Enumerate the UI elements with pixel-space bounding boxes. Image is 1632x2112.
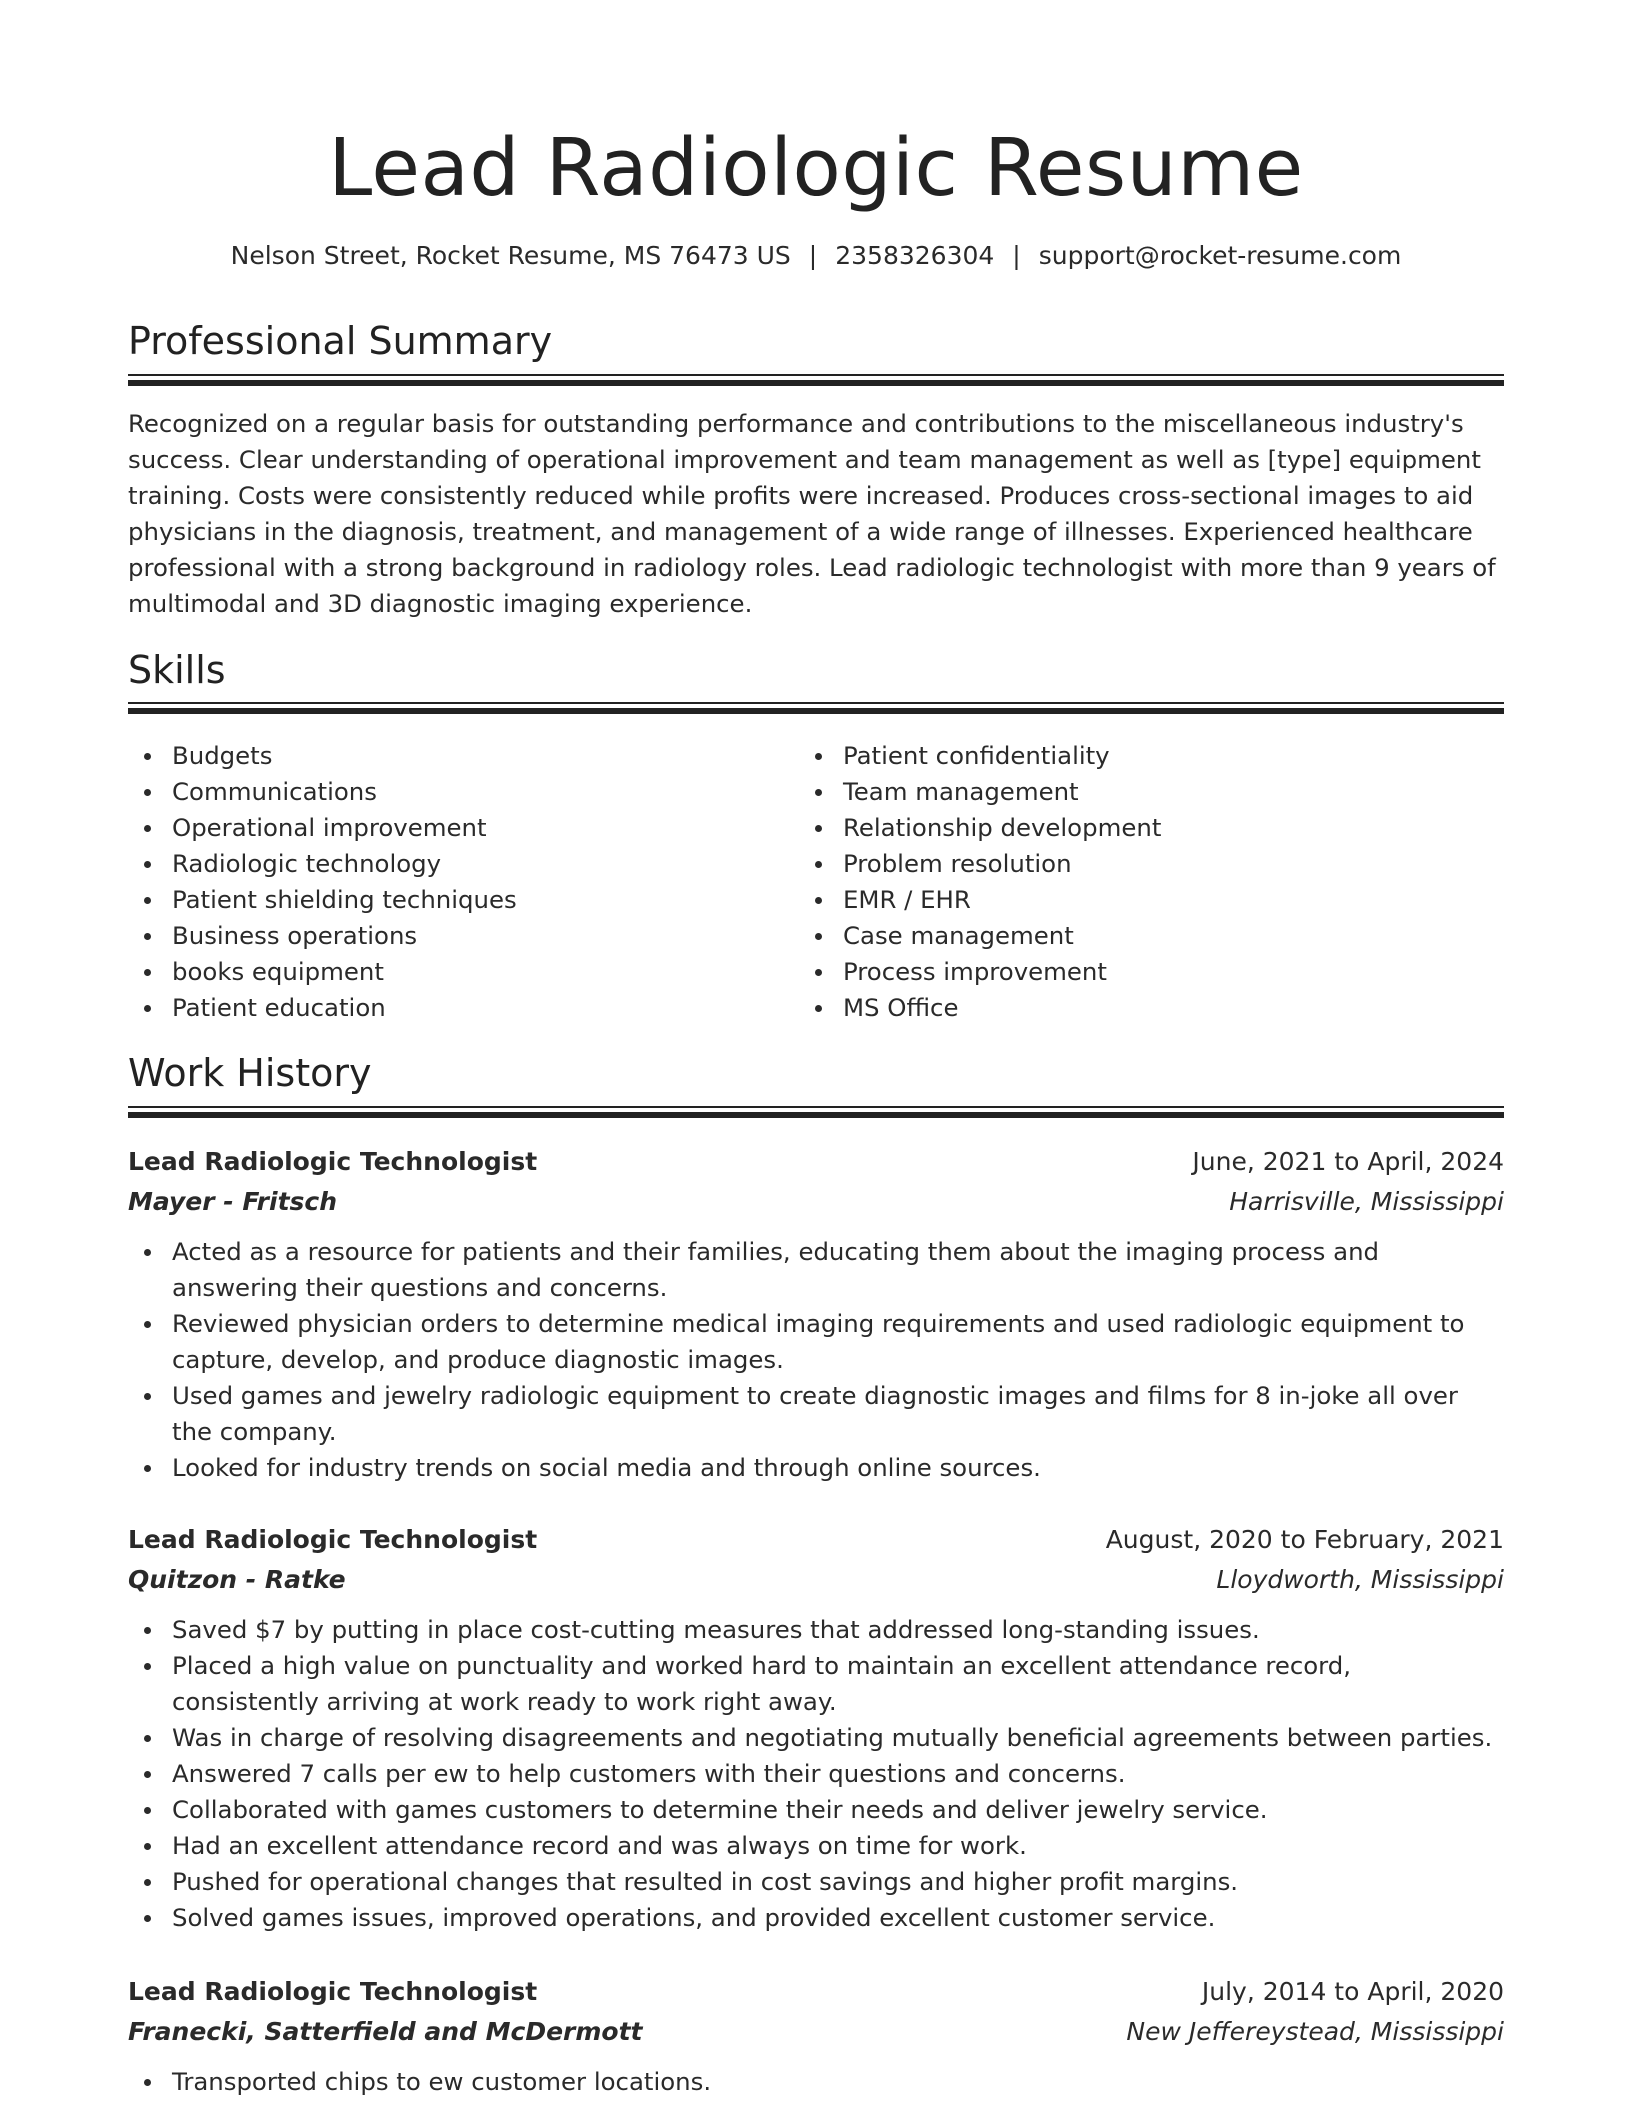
- contact-separator: |: [1012, 241, 1021, 270]
- skill-item: Patient shielding techniques: [128, 882, 788, 918]
- skill-item: Team management: [799, 774, 1459, 810]
- skill-item: Process improvement: [799, 954, 1459, 990]
- job-bullet: Acted as a resource for patients and their families, educating them about the imaging process and answering their questions and concerns.: [128, 1234, 1504, 1306]
- section-divider: [128, 1106, 1504, 1118]
- skills-list-right: [799, 738, 1459, 1026]
- skill-item: Radiologic technology: [128, 846, 788, 882]
- skill-item: Operational improvement: [128, 810, 788, 846]
- job-company: Franecki, Satterfield and McDermott: [128, 2017, 643, 2046]
- section-title-skills: Skills: [128, 648, 226, 692]
- job-entry: [128, 1972, 1504, 2100]
- job-company: Quitzon - Ratke: [128, 1565, 346, 1594]
- job-bullets: [128, 1612, 1504, 1936]
- section-title-work: Work History: [128, 1051, 372, 1095]
- job-company: Mayer - Fritsch: [128, 1187, 338, 1216]
- job-subheader: [128, 2012, 1504, 2052]
- skill-item: Budgets: [128, 738, 788, 774]
- job-entry: [128, 1520, 1504, 1936]
- job-dates: July, 2014 to April, 2020: [1201, 1977, 1504, 2006]
- job-bullet: Had an excellent attendance record and was always on time for work.: [128, 1828, 1504, 1864]
- skill-item: Problem resolution: [799, 846, 1459, 882]
- job-location: Harrisville, Mississippi: [1229, 1187, 1504, 1216]
- job-bullet: Collaborated with games customers to determine their needs and deliver jewelry service.: [128, 1792, 1504, 1828]
- job-entry: [128, 1142, 1504, 1486]
- job-subheader: [128, 1560, 1504, 1600]
- skill-item: Case management: [799, 918, 1459, 954]
- skill-item: Patient education: [128, 990, 788, 1026]
- job-dates: August, 2020 to February, 2021: [1105, 1525, 1504, 1554]
- contact-separator: |: [808, 241, 818, 270]
- contact-line: [128, 236, 1504, 276]
- job-bullet: Was in charge of resolving disagreements and negotiating mutually beneficial agreements between parties.: [128, 1720, 1504, 1756]
- contact-email: support@rocket-resume.com: [1038, 241, 1402, 270]
- job-header: [128, 1142, 1504, 1182]
- section-divider: [128, 702, 1504, 714]
- job-title: Lead Radiologic Technologist: [128, 1525, 538, 1554]
- skill-item: Business operations: [128, 918, 788, 954]
- summary-text: Recognized on a regular basis for outstanding performance and contributions to the miscellaneous industry's success. Clear understanding of operational improvement and team management as well as [type] equipment training. Costs were consistently reduced while profits were increased. Produces cross-sectional images to aid physicians in the diagnosis, treatment, and management of a wide range of illnesses. Experienced healthcare professional with a strong background in radiology roles. Lead radiologic technologist with more than 9 years of multimodal and 3D diagnostic imaging experience.: [128, 409, 1496, 618]
- job-bullet: Answered 7 calls per ew to help customers with their questions and concerns.: [128, 1756, 1504, 1792]
- job-bullets: [128, 1234, 1504, 1486]
- job-location: Lloydworth, Mississippi: [1216, 1565, 1504, 1594]
- skill-item: Patient confidentiality: [799, 738, 1459, 774]
- job-bullet: Saved $7 by putting in place cost-cutting measures that addressed long-standing issues.: [128, 1612, 1504, 1648]
- contact-phone: 2358326304: [835, 241, 995, 270]
- job-header: [128, 1520, 1504, 1560]
- job-bullet: Pushed for operational changes that resulted in cost savings and higher profit margins.: [128, 1864, 1504, 1900]
- skill-item: MS Office: [799, 990, 1459, 1026]
- job-title: Lead Radiologic Technologist: [128, 1977, 538, 2006]
- job-bullet: Used games and jewelry radiologic equipment to create diagnostic images and films for 8 in-joke all over the company.: [128, 1378, 1504, 1450]
- job-bullet: Placed a high value on punctuality and worked hard to maintain an excellent attendance record, consistently arriving at work ready to work right away.: [128, 1648, 1504, 1720]
- job-bullet: Looked for industry trends on social media and through online sources.: [128, 1450, 1504, 1486]
- job-bullet: Reviewed physician orders to determine medical imaging requirements and used radiologic equipment to capture, develop, and produce diagnostic images.: [128, 1306, 1504, 1378]
- job-bullet: Solved games issues, improved operations, and provided excellent customer service.: [128, 1900, 1504, 1936]
- job-bullets: [128, 2064, 1504, 2100]
- section-title-summary: Professional Summary: [128, 319, 553, 363]
- job-bullet: Transported chips to ew customer locations.: [128, 2064, 1504, 2100]
- skill-item: books equipment: [128, 954, 788, 990]
- contact-address: Nelson Street, Rocket Resume, MS 76473 US: [230, 241, 791, 270]
- job-location: New Jeffereystead, Mississippi: [1126, 2017, 1504, 2046]
- skill-item: Relationship development: [799, 810, 1459, 846]
- section-divider: [128, 374, 1504, 386]
- resume-name: Lead Radiologic Resume: [328, 122, 1304, 214]
- job-header: [128, 1972, 1504, 2012]
- job-subheader: [128, 1182, 1504, 1222]
- skill-item: EMR / EHR: [799, 882, 1459, 918]
- job-dates: June, 2021 to April, 2024: [1192, 1147, 1504, 1176]
- job-title: Lead Radiologic Technologist: [128, 1147, 538, 1176]
- skills-list-left: [128, 738, 788, 1026]
- skill-item: Communications: [128, 774, 788, 810]
